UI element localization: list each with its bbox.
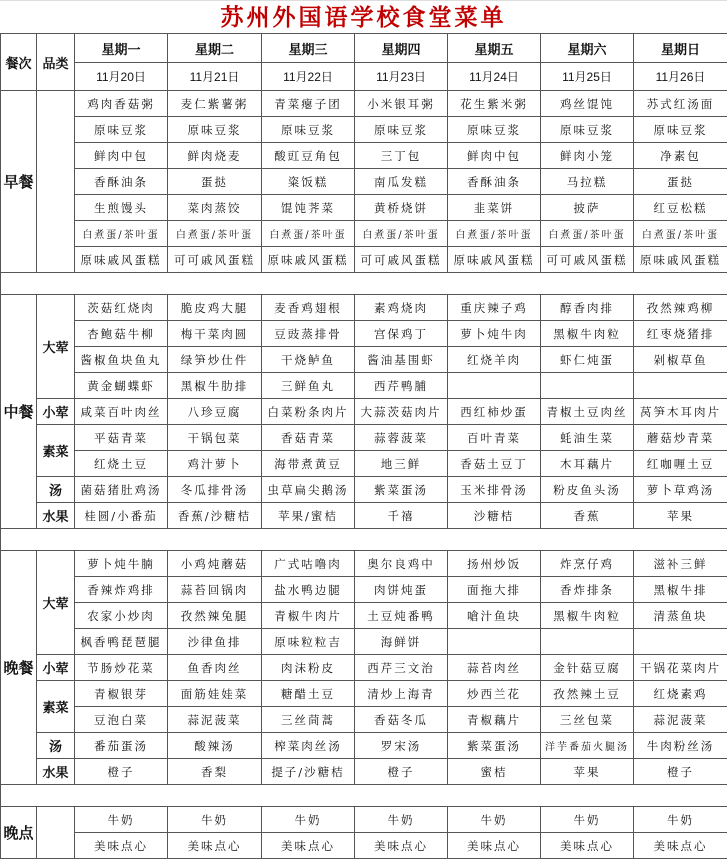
menu-item: 蚝油生菜: [541, 425, 634, 451]
menu-item: 香梨: [168, 759, 262, 785]
menu-item: 鲜肉小笼: [541, 143, 634, 169]
menu-item: 苹果: [541, 759, 634, 785]
menu-item: 黑椒牛肉粒: [541, 603, 634, 629]
menu-item: 千禧: [355, 503, 448, 529]
menu-item: 蛋挞: [634, 169, 727, 195]
menu-item: 百叶青菜: [448, 425, 541, 451]
menu-item: 馄饨荠菜: [262, 195, 355, 221]
category-label-big: 大荤: [37, 551, 75, 655]
menu-item: 黑椒牛肉粒: [541, 321, 634, 347]
category-label-big: 大荤: [37, 295, 75, 399]
menu-item: 牛奶: [75, 807, 168, 833]
menu-item: 海带煮黄豆: [262, 451, 355, 477]
menu-item: 广式咕噜肉: [262, 551, 355, 577]
category-label: [37, 91, 75, 273]
lunch-row: [1, 503, 727, 529]
menu-item: 紫菜蛋汤: [448, 733, 541, 759]
menu-item: 三丁包: [355, 143, 448, 169]
menu-item: 大蒜茨菇肉片: [355, 399, 448, 425]
menu-item: 原味豆浆: [634, 117, 727, 143]
category-label-veg: 素菜: [37, 681, 75, 733]
menu-item: 清蒸鱼块: [634, 603, 727, 629]
menu-item: 牛奶: [448, 807, 541, 833]
menu-item: 梅干菜肉圆: [168, 321, 262, 347]
category-label-small: 小荤: [37, 399, 75, 425]
menu-item: 青椒藕片: [448, 707, 541, 733]
menu-item: 原味豆浆: [448, 117, 541, 143]
menu-item: 生煎馒头: [75, 195, 168, 221]
menu-item: 萝卜炖牛腩: [75, 551, 168, 577]
breakfast-row: [1, 143, 727, 169]
menu-item: 原味戚风蛋糕: [75, 247, 168, 273]
menu-item: 三丝茼蒿: [262, 707, 355, 733]
menu-item: 西芹鸭脯: [355, 373, 448, 399]
menu-item: 榨菜肉丝汤: [262, 733, 355, 759]
menu-item: 孜然辣土豆: [541, 681, 634, 707]
menu-table: [0, 33, 727, 859]
menu-item: 桂圆/小番茄: [75, 503, 168, 529]
menu-item: 面筋娃娃菜: [168, 681, 262, 707]
menu-item: 香炸排条: [541, 577, 634, 603]
menu-item: 麦仁紫薯粥: [168, 91, 262, 117]
menu-item: 鲜肉烧麦: [168, 143, 262, 169]
menu-item: 香蕉: [541, 503, 634, 529]
menu-item: 罗宋汤: [355, 733, 448, 759]
menu-item: 醇香肉排: [541, 295, 634, 321]
breakfast-row: [1, 169, 727, 195]
dinner-row: [1, 603, 727, 629]
breakfast-row: [1, 195, 727, 221]
menu-item: 美味点心: [355, 833, 448, 859]
date-header: 11月20日: [75, 63, 168, 91]
menu-item: 小米银耳粥: [355, 91, 448, 117]
menu-item: 清炒上海青: [355, 681, 448, 707]
menu-item: 牛奶: [168, 807, 262, 833]
menu-item: 白煮蛋/茶叶蛋: [541, 221, 634, 247]
meal-label-breakfast: 早餐: [1, 91, 37, 273]
breakfast-row: [1, 91, 727, 117]
category-label-small: 小荤: [37, 655, 75, 681]
menu-item: 三鲜鱼丸: [262, 373, 355, 399]
menu-item: 紫菜蛋汤: [355, 477, 448, 503]
lunch-row: [1, 373, 727, 399]
menu-item: 黑椒牛肋排: [168, 373, 262, 399]
menu-item: 杏鲍菇牛柳: [75, 321, 168, 347]
menu-item: 原味豆浆: [541, 117, 634, 143]
menu-item: 苹果/蜜桔: [262, 503, 355, 529]
breakfast-row: [1, 247, 727, 273]
menu-item: 可可戚风蛋糕: [541, 247, 634, 273]
menu-item: 西红柿炒蛋: [448, 399, 541, 425]
menu-item: 小鸡炖蘑菇: [168, 551, 262, 577]
menu-item: 青椒牛肉片: [262, 603, 355, 629]
menu-item: 炒西兰花: [448, 681, 541, 707]
menu-item: 美味点心: [634, 833, 727, 859]
menu-item: 虾仁炖蛋: [541, 347, 634, 373]
menu-item: 橙子: [355, 759, 448, 785]
date-header: 11月23日: [355, 63, 448, 91]
menu-item: 西芹三文治: [355, 655, 448, 681]
menu-item: 可可戚风蛋糕: [355, 247, 448, 273]
section-spacer: [1, 785, 727, 807]
breakfast-row: [1, 221, 727, 247]
menu-item: 苏式红汤面: [634, 91, 727, 117]
menu-item: 干烧鲈鱼: [262, 347, 355, 373]
menu-item: 苹果: [634, 503, 727, 529]
category-label-fruit: 水果: [37, 759, 75, 785]
date-header: 11月24日: [448, 63, 541, 91]
date-header: 11月26日: [634, 63, 727, 91]
menu-item: 美味点心: [168, 833, 262, 859]
day-header: 星期五: [448, 34, 541, 63]
menu-item: 奥尔良鸡中: [355, 551, 448, 577]
menu-item: 绿笋炒仕件: [168, 347, 262, 373]
menu-item: 可可戚风蛋糕: [168, 247, 262, 273]
dinner-row: [1, 629, 727, 655]
menu-item: 黄金蝴蝶虾: [75, 373, 168, 399]
menu-item: 粢饭糕: [262, 169, 355, 195]
menu-item: 牛奶: [541, 807, 634, 833]
menu-item: [541, 629, 634, 655]
date-header: 11月22日: [262, 63, 355, 91]
menu-item: 糖醋土豆: [262, 681, 355, 707]
day-header: 星期日: [634, 34, 727, 63]
menu-item: [448, 373, 541, 399]
menu-item: [634, 629, 727, 655]
category-label: [37, 807, 75, 859]
menu-item: 八珍豆腐: [168, 399, 262, 425]
menu-item: 玉米排骨汤: [448, 477, 541, 503]
menu-item: 原味戚风蛋糕: [634, 247, 727, 273]
menu-item: 鲜肉中包: [448, 143, 541, 169]
menu-item: 原味豆浆: [168, 117, 262, 143]
menu-item: 海鲜饼: [355, 629, 448, 655]
menu-item: 土豆炖番鸭: [355, 603, 448, 629]
menu-item: 蛋挞: [168, 169, 262, 195]
lunch-row: [1, 295, 727, 321]
dinner-row: [1, 733, 727, 759]
menu-item: 番茄蛋汤: [75, 733, 168, 759]
day-header: 星期一: [75, 34, 168, 63]
category-label-soup: 汤: [37, 477, 75, 503]
dinner-row: [1, 655, 727, 681]
menu-item: 粉皮鱼头汤: [541, 477, 634, 503]
dinner-row: [1, 551, 727, 577]
category-label-fruit: 水果: [37, 503, 75, 529]
meal-label-lunch: 中餐: [1, 295, 37, 529]
menu-item: 红烧土豆: [75, 451, 168, 477]
menu-item: 素鸡烧肉: [355, 295, 448, 321]
lunch-row: [1, 347, 727, 373]
menu-item: 孜然辣兔腿: [168, 603, 262, 629]
menu-item: 白煮蛋/茶叶蛋: [168, 221, 262, 247]
meal-label-dinner: 晚餐: [1, 551, 37, 785]
menu-item: 红枣烧猪排: [634, 321, 727, 347]
menu-item: 木耳藕片: [541, 451, 634, 477]
menu-item: 提子/沙糖桔: [262, 759, 355, 785]
menu-item: 美味点心: [541, 833, 634, 859]
lunch-row: [1, 477, 727, 503]
menu-item: 面拖大排: [448, 577, 541, 603]
menu-item: [634, 373, 727, 399]
menu-item: 原味豆浆: [355, 117, 448, 143]
menu-item: 干锅包菜: [168, 425, 262, 451]
menu-item: [448, 629, 541, 655]
night-snack-row: [1, 833, 727, 859]
lunch-row: [1, 451, 727, 477]
menu-item: 白煮蛋/茶叶蛋: [448, 221, 541, 247]
menu-item: 白煮蛋/茶叶蛋: [355, 221, 448, 247]
breakfast-row: [1, 117, 727, 143]
menu-item: 美味点心: [262, 833, 355, 859]
menu-item: 地三鲜: [355, 451, 448, 477]
lunch-row: [1, 321, 727, 347]
menu-item: 蘑菇炒青菜: [634, 425, 727, 451]
menu-item: 青椒银芽: [75, 681, 168, 707]
menu-item: 孜然辣鸡柳: [634, 295, 727, 321]
dinner-row: [1, 707, 727, 733]
menu-item: 菜肉蒸饺: [168, 195, 262, 221]
menu-item: 青椒土豆肉丝: [541, 399, 634, 425]
menu-item: 酸辣汤: [168, 733, 262, 759]
night-snack-row: [1, 807, 727, 833]
menu-item: 麦香鸡翅根: [262, 295, 355, 321]
menu-item: 嗆汁鱼块: [448, 603, 541, 629]
menu-item: 冬瓜排骨汤: [168, 477, 262, 503]
menu-item: 莴笋木耳肉片: [634, 399, 727, 425]
menu-item: 鱼香肉丝: [168, 655, 262, 681]
menu-item: 农家小炒肉: [75, 603, 168, 629]
menu-item: 金针菇豆腐: [541, 655, 634, 681]
menu-item: 披萨: [541, 195, 634, 221]
spacer-cell: [1, 529, 727, 551]
menu-item: 马拉糕: [541, 169, 634, 195]
menu-item: 香菇土豆丁: [448, 451, 541, 477]
menu-item: 蒜苔肉丝: [448, 655, 541, 681]
menu-item: [541, 373, 634, 399]
menu-item: 原味戚风蛋糕: [448, 247, 541, 273]
menu-item: 香菇冬瓜: [355, 707, 448, 733]
menu-item: 香蕉/沙糖桔: [168, 503, 262, 529]
menu-item: 虫草扁尖鹅汤: [262, 477, 355, 503]
menu-item: 红烧素鸡: [634, 681, 727, 707]
menu-item: 鸡肉香菇粥: [75, 91, 168, 117]
menu-item: 沙律鱼排: [168, 629, 262, 655]
menu-item: 滋补三鲜: [634, 551, 727, 577]
menu-item: 原味豆浆: [262, 117, 355, 143]
menu-item: 萝卜炖牛肉: [448, 321, 541, 347]
menu-item: 肉饼炖蛋: [355, 577, 448, 603]
menu-item: 净素包: [634, 143, 727, 169]
menu-item: 酱油基围虾: [355, 347, 448, 373]
menu-item: 宫保鸡丁: [355, 321, 448, 347]
date-header: 11月21日: [168, 63, 262, 91]
meal-label-night-snack: 晚点: [1, 807, 37, 859]
menu-item: 橙子: [75, 759, 168, 785]
menu-item: 香酥油条: [448, 169, 541, 195]
menu-item: 青菜瘪子团: [262, 91, 355, 117]
menu-item: 红豆松糕: [634, 195, 727, 221]
menu-item: 茨菇红烧肉: [75, 295, 168, 321]
dinner-row: [1, 759, 727, 785]
menu-item: 牛肉粉丝汤: [634, 733, 727, 759]
category-label-veg: 素菜: [37, 425, 75, 477]
menu-item: 橙子: [634, 759, 727, 785]
day-header: 星期二: [168, 34, 262, 63]
page-title: 苏州外国语学校食堂菜单: [0, 0, 727, 33]
menu-item: 蒜泥菠菜: [168, 707, 262, 733]
menu-item: 沙糖桔: [448, 503, 541, 529]
menu-item: 香酥油条: [75, 169, 168, 195]
menu-item: 豆豉蒸排骨: [262, 321, 355, 347]
dinner-row: [1, 577, 727, 603]
menu-item: 鸡汁萝卜: [168, 451, 262, 477]
menu-item: 黑椒牛排: [634, 577, 727, 603]
menu-item: 萝卜草鸡汤: [634, 477, 727, 503]
menu-item: 鲜肉中包: [75, 143, 168, 169]
lunch-row: [1, 425, 727, 451]
day-header: 星期六: [541, 34, 634, 63]
menu-item: 肉沫粉皮: [262, 655, 355, 681]
menu-item: 花生紫米粥: [448, 91, 541, 117]
section-spacer: [1, 529, 727, 551]
menu-item: 豆泡白菜: [75, 707, 168, 733]
meal-column-header: 餐次: [1, 34, 37, 91]
menu-item: 牛奶: [355, 807, 448, 833]
menu-item: 白煮蛋/茶叶蛋: [75, 221, 168, 247]
dinner-row: [1, 681, 727, 707]
menu-item: 剁椒草鱼: [634, 347, 727, 373]
menu-item: 咸菜百叶肉丝: [75, 399, 168, 425]
date-header: 11月25日: [541, 63, 634, 91]
menu-item: 红咖喱土豆: [634, 451, 727, 477]
menu-item: 干锅花菜肉片: [634, 655, 727, 681]
menu-item: 脆皮鸡大腿: [168, 295, 262, 321]
menu-item: 美味点心: [75, 833, 168, 859]
menu-item: 美味点心: [448, 833, 541, 859]
day-header: 星期三: [262, 34, 355, 63]
menu-item: 洋芋番茄火腿汤: [541, 733, 634, 759]
menu-item: 香菇青菜: [262, 425, 355, 451]
menu-item: 鸡丝馄饨: [541, 91, 634, 117]
menu-item: 原味粒粒吉: [262, 629, 355, 655]
menu-item: 枫香鸭琵琶腿: [75, 629, 168, 655]
menu-item: 牛奶: [634, 807, 727, 833]
menu-item: 南瓜发糕: [355, 169, 448, 195]
menu-item: 白煮蛋/茶叶蛋: [634, 221, 727, 247]
menu-item: 黄桥烧饼: [355, 195, 448, 221]
menu-item: 蒜苔回锅肉: [168, 577, 262, 603]
menu-item: 牛奶: [262, 807, 355, 833]
menu-item: 酱椒鱼块鱼丸: [75, 347, 168, 373]
lunch-row: [1, 399, 727, 425]
menu-item: 白菜粉条肉片: [262, 399, 355, 425]
spacer-cell: [1, 785, 727, 807]
menu-item: 蜜桔: [448, 759, 541, 785]
menu-item: 三丝包菜: [541, 707, 634, 733]
menu-item: 炸烹仔鸡: [541, 551, 634, 577]
category-column-header: 品类: [37, 34, 75, 91]
menu-item: 蒜蓉菠菜: [355, 425, 448, 451]
menu-item: 盐水鸭边腿: [262, 577, 355, 603]
menu-item: 原味戚风蛋糕: [262, 247, 355, 273]
menu-item: 酸豇豆角包: [262, 143, 355, 169]
category-label-soup: 汤: [37, 733, 75, 759]
menu-item: 节肠炒花菜: [75, 655, 168, 681]
menu-item: 平菇青菜: [75, 425, 168, 451]
section-spacer: [1, 273, 727, 295]
menu-item: 重庆辣子鸡: [448, 295, 541, 321]
menu-item: 白煮蛋/茶叶蛋: [262, 221, 355, 247]
menu-item: 菌菇猪肚鸡汤: [75, 477, 168, 503]
day-header: 星期四: [355, 34, 448, 63]
menu-item: 扬州炒饭: [448, 551, 541, 577]
menu-item: 韭菜饼: [448, 195, 541, 221]
menu-item: 原味豆浆: [75, 117, 168, 143]
menu-item: 红烧羊肉: [448, 347, 541, 373]
spacer-cell: [1, 273, 727, 295]
menu-item: 香辣炸鸡排: [75, 577, 168, 603]
menu-item: 蒜泥菠菜: [634, 707, 727, 733]
